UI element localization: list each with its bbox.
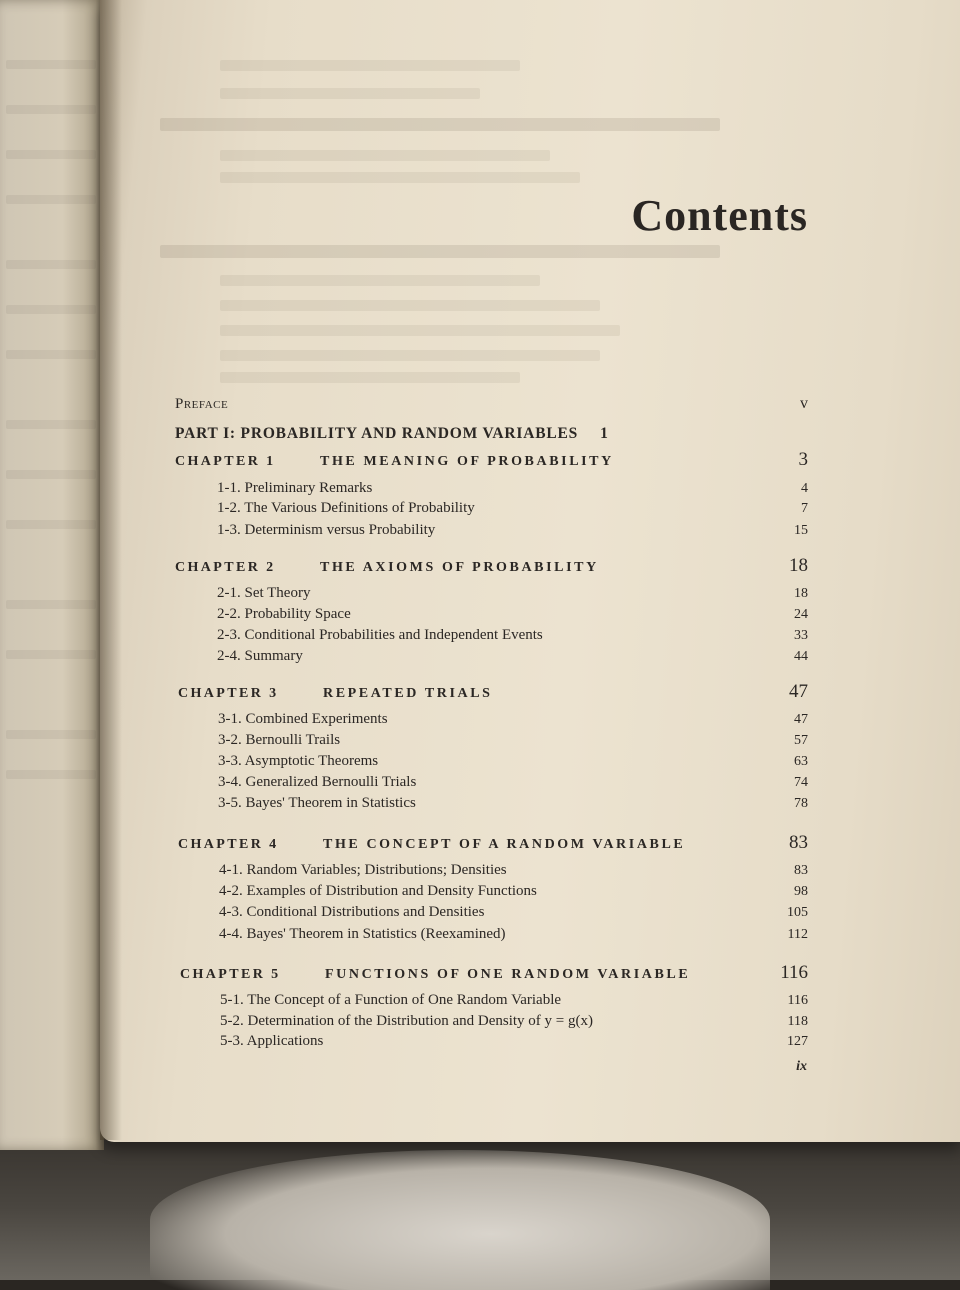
section-title: 1-3. Determinism versus Probability	[217, 522, 436, 538]
toc-entry	[218, 711, 808, 728]
section-page: 18	[794, 586, 808, 601]
toc-entry	[219, 862, 808, 879]
section-page: 78	[794, 796, 808, 811]
section-page: 63	[794, 754, 808, 769]
part-page: 1	[600, 425, 608, 442]
section-page: 33	[794, 628, 808, 643]
section-page: 74	[794, 775, 808, 790]
toc-entry	[218, 795, 808, 812]
section-title: 3-3. Asymptotic Theorems	[218, 753, 379, 769]
section-page: 47	[794, 712, 808, 727]
chapter-number: CHAPTER 3	[178, 686, 279, 701]
toc-entry	[219, 904, 808, 921]
toc-entry	[220, 1013, 808, 1030]
chapter-title: THE CONCEPT OF A RANDOM VARIABLE	[323, 837, 686, 852]
chapter-page: 47	[789, 681, 808, 702]
chapter-5-heading	[180, 962, 808, 984]
toc-entry	[218, 774, 808, 791]
chapter-4-heading	[178, 832, 808, 854]
chapter-number: CHAPTER 4	[178, 837, 279, 852]
preface-entry	[175, 395, 808, 413]
toc-entry	[217, 522, 808, 539]
section-title: 4-4. Bayes' Theorem in Statistics (Reexamined)	[219, 926, 506, 942]
chapter-page: 3	[798, 449, 808, 470]
section-page: 44	[794, 649, 808, 664]
toc-entry	[217, 500, 808, 517]
section-title: 5-3. Applications	[220, 1033, 324, 1049]
toc-entry	[217, 606, 808, 623]
section-page: 105	[787, 905, 808, 920]
section-page: 4	[801, 481, 808, 496]
chapter-title: REPEATED TRIALS	[323, 686, 493, 701]
part-label: PART I: PROBABILITY AND RANDOM VARIABLES	[175, 425, 579, 442]
section-page: 15	[794, 523, 808, 538]
section-title: 1-1. Preliminary Remarks	[217, 480, 373, 496]
part-heading	[175, 425, 808, 443]
chapter-title: THE MEANING OF PROBABILITY	[320, 454, 614, 469]
section-page: 83	[794, 863, 808, 878]
toc-entry	[218, 753, 808, 770]
toc-entry	[220, 992, 808, 1009]
section-title: 3-2. Bernoulli Trails	[218, 732, 341, 748]
chapter-number: CHAPTER 2	[175, 560, 276, 575]
cloth-background	[150, 1150, 770, 1290]
section-page: 112	[787, 927, 808, 942]
section-title: 2-1. Set Theory	[217, 585, 311, 601]
chapter-page: 83	[789, 832, 808, 853]
section-page: 127	[787, 1034, 808, 1049]
toc-entry	[217, 627, 808, 644]
section-title: 4-2. Examples of Distribution and Density Functions	[219, 883, 537, 899]
section-title: 4-1. Random Variables; Distributions; Densities	[219, 862, 507, 878]
chapter-title: FUNCTIONS OF ONE RANDOM VARIABLE	[325, 967, 691, 982]
chapter-1-heading	[175, 449, 808, 471]
section-title: 3-4. Generalized Bernoulli Trials	[218, 774, 417, 790]
section-page: 116	[787, 993, 808, 1008]
section-title: 3-5. Bayes' Theorem in Statistics	[218, 795, 416, 811]
section-page: 7	[801, 501, 808, 516]
section-page: 118	[787, 1014, 808, 1029]
left-page	[0, 0, 104, 1150]
toc-entry	[217, 480, 808, 497]
section-page: 98	[794, 884, 808, 899]
page-gutter-shadow	[100, 0, 122, 1140]
preface-label: Preface	[175, 396, 229, 412]
section-title: 2-4. Summary	[217, 648, 303, 664]
section-page: 57	[794, 733, 808, 748]
chapter-page: 18	[789, 555, 808, 576]
page-title: Contents	[631, 191, 808, 240]
toc-entry	[217, 648, 808, 665]
preface-page: v	[800, 395, 808, 412]
section-title: 4-3. Conditional Distributions and Densities	[219, 904, 485, 920]
chapter-number: CHAPTER 5	[180, 967, 281, 982]
section-title: 5-1. The Concept of a Function of One Random Variable	[220, 992, 562, 1008]
chapter-number: CHAPTER 1	[175, 454, 276, 469]
section-title: 2-2. Probability Space	[217, 606, 351, 622]
chapter-title: THE AXIOMS OF PROBABILITY	[320, 560, 599, 575]
toc-entry	[220, 1033, 808, 1050]
chapter-3-heading	[178, 681, 808, 703]
section-title: 2-3. Conditional Probabilities and Independent Events	[217, 627, 543, 643]
page-folio: ix	[796, 1059, 807, 1074]
toc-entry	[218, 732, 808, 749]
section-title: 3-1. Combined Experiments	[218, 711, 388, 727]
section-title: 1-2. The Various Definitions of Probability	[217, 500, 475, 516]
toc-entry	[217, 585, 808, 602]
toc-entry	[219, 926, 808, 943]
section-title: 5-2. Determination of the Distribution and Density of y = g(x)	[220, 1013, 593, 1029]
chapter-page: 116	[780, 962, 808, 983]
section-page: 24	[794, 607, 808, 622]
toc-entry	[219, 883, 808, 900]
chapter-2-heading	[175, 555, 808, 577]
